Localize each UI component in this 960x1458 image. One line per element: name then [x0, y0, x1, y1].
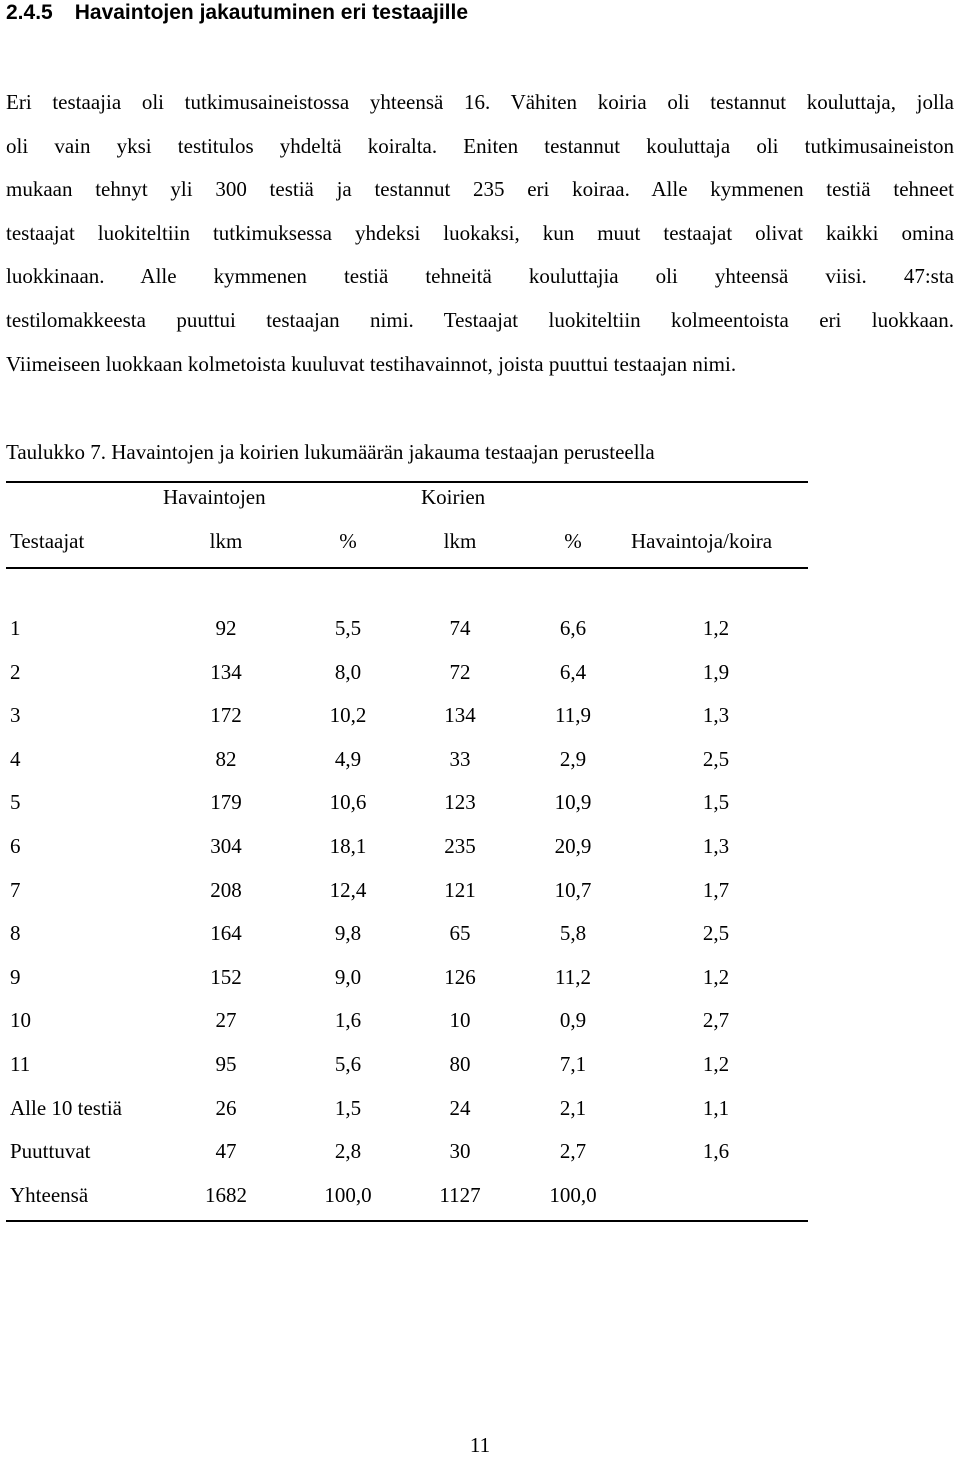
table-cell: 92: [215, 616, 237, 640]
table-row-label: 10: [10, 1008, 31, 1033]
table-cell: 121: [444, 877, 476, 902]
table-cell: 8,0: [334, 659, 362, 684]
table-row-label: 9: [10, 964, 21, 989]
group-header-koirien: Koirien: [421, 485, 486, 509]
table-cell: 1,2: [702, 964, 730, 989]
table-cell: 2,5: [702, 921, 730, 946]
column-header: %: [564, 529, 582, 553]
group-header-havaintojen: Havaintojen: [163, 485, 266, 509]
table-cell: 72: [449, 659, 471, 684]
table-cell: 6,4: [559, 659, 587, 684]
table-cell: 9,8: [334, 921, 362, 946]
table-header-rule: [6, 567, 808, 569]
table-cell: 1,2: [702, 616, 730, 640]
table-cell: 18,1: [329, 834, 367, 858]
table-cell: 134: [444, 703, 476, 728]
paragraph-line: testilomakkeesta puuttui testaajan nimi. Testaajat luokiteltiin kolmeentoista eri luokkaan.: [6, 307, 954, 332]
table-cell: 82: [215, 746, 237, 771]
table-top-rule: [6, 481, 808, 483]
table-row-label: 8: [10, 921, 21, 946]
paragraph-line: luokkinaan. Alle kymmenen testiä tehneitä kouluttajia oli yhteensä viisi. 47:sta: [6, 264, 954, 289]
table-cell: 2,5: [702, 746, 730, 771]
table-cell: 304: [210, 834, 242, 858]
table-cell: 1,3: [702, 703, 730, 728]
table-cell: 235: [444, 834, 476, 858]
table-bottom-rule: [6, 1220, 808, 1222]
table-cell: 1,7: [702, 877, 730, 902]
table-cell: 6,6: [559, 616, 587, 640]
table-cell: 65: [449, 921, 471, 946]
paragraph-line: oli vain yksi testitulos yhdeltä koiralta. Eniten testannut kouluttaja oli tutkimusaineiston: [6, 133, 954, 158]
table-cell: 10: [449, 1008, 471, 1033]
table-cell: 134: [210, 659, 242, 684]
table-row-label: Alle 10 testiä: [10, 1095, 122, 1120]
table-cell: 0,9: [559, 1008, 587, 1033]
table-cell: 24: [449, 1095, 471, 1120]
table-cell: 7,1: [559, 1052, 587, 1076]
column-header: Havaintoja/koira: [631, 529, 773, 553]
column-header: lkm: [209, 529, 243, 553]
paragraph-line: testaajat luokiteltiin tutkimuksessa yhdeksi luokaksi, kun muut testaajat olivat kaikki omina: [6, 220, 954, 245]
table-cell: 2,7: [702, 1008, 730, 1033]
table-cell: 123: [444, 790, 476, 815]
table-cell: 126: [444, 964, 476, 989]
table-cell: 95: [215, 1052, 237, 1076]
table-cell: 152: [210, 964, 242, 989]
table-cell: 2,7: [559, 1139, 587, 1164]
table-cell: 9,0: [334, 964, 362, 989]
table-row-label: 4: [10, 746, 21, 771]
table-row-label: 7: [10, 877, 21, 902]
table-cell: 74: [449, 616, 471, 640]
paragraph-line: mukaan tehnyt yli 300 testiä ja testannut 235 eri koiraa. Alle kymmenen testiä tehneet: [6, 177, 954, 202]
table-cell: 2,8: [334, 1139, 362, 1164]
table-cell: 1,5: [702, 790, 730, 815]
section-number: 2.4.5: [6, 1, 53, 24]
column-header: %: [339, 529, 357, 553]
table-cell: 2,1: [559, 1095, 587, 1120]
table-cell: 1,2: [702, 1052, 730, 1076]
column-header: Testaajat: [10, 529, 85, 553]
table-cell: 11,9: [555, 703, 591, 728]
table-cell: 1682: [205, 1182, 247, 1207]
table-cell: 5,8: [559, 921, 587, 946]
table-row-label: 11: [10, 1052, 31, 1076]
table-cell: 1,6: [702, 1139, 730, 1164]
table-cell: 1,9: [702, 659, 730, 684]
table-cell: 1,6: [334, 1008, 362, 1033]
table-cell: 5,5: [334, 616, 362, 640]
table-row-label: Puuttuvat: [10, 1139, 91, 1164]
table-cell: 1,1: [702, 1095, 730, 1120]
table-cell: 208: [210, 877, 242, 902]
table-cell: 10,7: [554, 877, 592, 902]
table-cell: 20,9: [554, 834, 592, 858]
paragraph-line: Eri testaajia oli tutkimusaineistossa yhteensä 16. Vähiten koiria oli testannut kouluttaja, jolla: [6, 90, 954, 114]
table-cell: 2,9: [559, 746, 587, 771]
table-row-label: Yhteensä: [10, 1182, 89, 1207]
table-cell: 11,2: [555, 964, 591, 989]
table-cell: 10,9: [554, 790, 592, 815]
table-row-label: 2: [10, 659, 21, 684]
table-row-label: 1: [10, 616, 21, 640]
table-cell: 172: [210, 703, 242, 728]
table-cell: 5,6: [334, 1052, 362, 1076]
body-paragraph: [6, 81, 954, 386]
table-cell: 1127: [439, 1182, 481, 1207]
page-number: 11: [469, 1433, 491, 1457]
table-cell: 100,0: [549, 1182, 597, 1207]
table-cell: 26: [215, 1095, 237, 1120]
table-cell: 100,0: [324, 1182, 372, 1207]
table-cell: 47: [215, 1139, 237, 1164]
table-cell: 10,6: [329, 790, 367, 815]
table-cell: 1,3: [702, 834, 730, 858]
table-caption: Taulukko 7. Havaintojen ja koirien lukumäärän jakauma testaajan perusteella: [6, 440, 655, 464]
paragraph-line: Viimeiseen luokkaan kolmetoista kuuluvat testihavainnot, joista puuttui testaajan nimi.: [6, 351, 737, 376]
table-cell: 30: [449, 1139, 471, 1164]
table-cell: 80: [449, 1052, 471, 1076]
section-heading: [6, 0, 468, 26]
table-cell: 4,9: [334, 746, 362, 771]
table-cell: 1,5: [334, 1095, 362, 1120]
section-title: Havaintojen jakautuminen eri testaajille: [74, 1, 469, 24]
table-row-label: 3: [10, 703, 21, 728]
table-cell: 27: [215, 1008, 237, 1033]
table-cell: 33: [449, 746, 471, 771]
table-cell: 164: [210, 921, 242, 946]
table-row-label: 6: [10, 834, 21, 858]
table-cell: 12,4: [329, 877, 367, 902]
table-cell: 10,2: [329, 703, 367, 728]
table-row-label: 5: [10, 790, 21, 815]
table-cell: 179: [210, 790, 242, 815]
column-header: lkm: [443, 529, 477, 553]
